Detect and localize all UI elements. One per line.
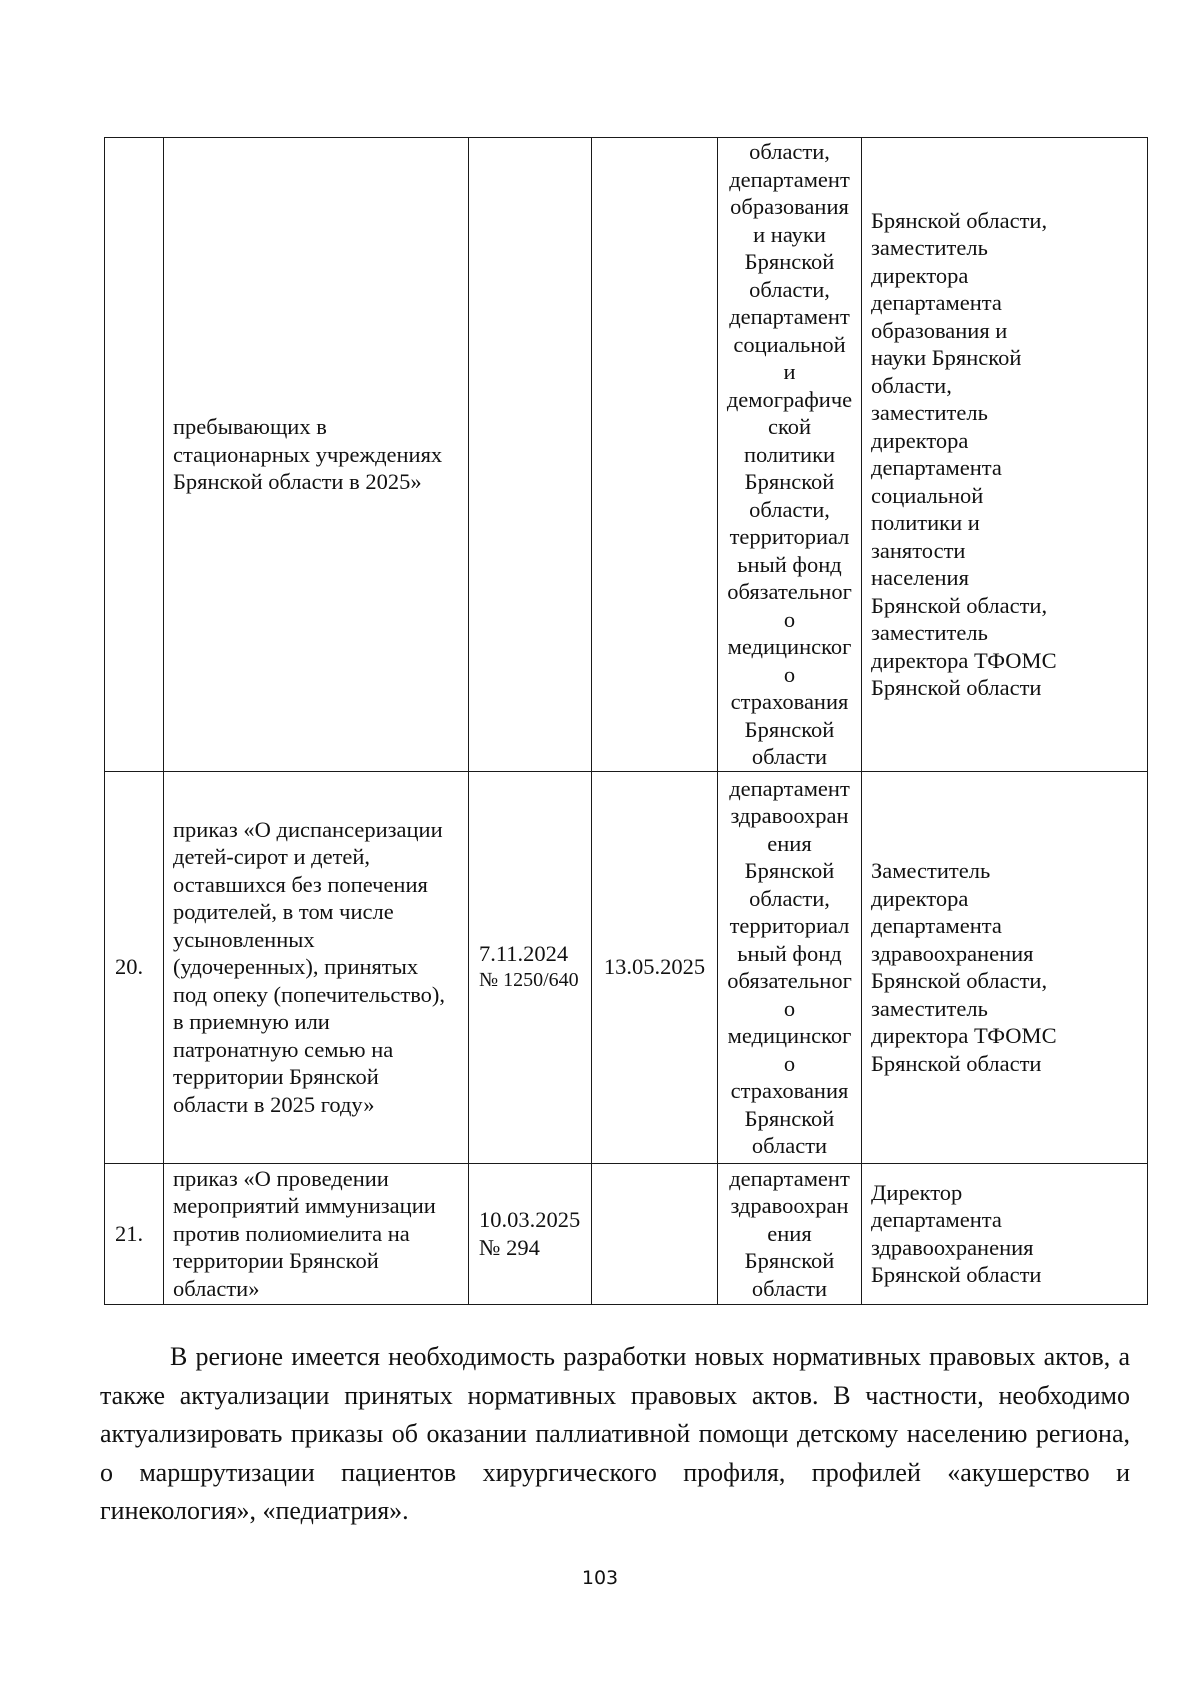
update-date: 13.05.2025 — [592, 771, 718, 1163]
table-row — [105, 138, 1148, 772]
document-title: приказ «О проведении мероприятий иммунизации против полиомиелита на территории Брянской области» — [164, 1163, 469, 1304]
update-date — [592, 1163, 718, 1304]
executors: департамент здравоохран ения Брянской области — [718, 1163, 862, 1304]
approval-date: 7.11.2024 № 1250/640 — [469, 771, 592, 1163]
table-row — [105, 1163, 1148, 1304]
executors: департамент здравоохран ения Брянской области, территориал ьный фонд обязательног о медицинског о страхования Брянской области — [718, 771, 862, 1163]
row-number: 21. — [105, 1163, 164, 1304]
regulations-table — [104, 137, 1148, 1305]
update-date — [592, 138, 718, 772]
responsible-persons: Заместитель директора департамента здравоохранения Брянской области, заместитель директора ТФОМС Брянской области — [862, 771, 1148, 1163]
approval-date — [469, 138, 592, 772]
body-paragraph: В регионе имеется необходимость разработки новых нормативных правовых актов, а также актуализации принятых нормативных правовых актов. В частности, необходимо актуализировать приказы об оказании паллиативной помощи детскому населению региона, о маршрутизации пациентов хирургического профиля, профилей «акушерство и гинекология», «педиатрия». — [100, 1342, 1130, 1525]
row-number: 20. — [105, 771, 164, 1163]
page-number: 103 — [581, 1567, 619, 1589]
table-row — [105, 771, 1148, 1163]
executors: области, департамент образования и науки Брянской области, департамент социальной и демографиче ской политики Брянской области, территориал ьный фонд обязательног о медицинског о страхования Брянской области — [718, 138, 862, 772]
document-title: пребывающих в стационарных учреждениях Брянской области в 2025» — [164, 138, 469, 772]
row-number — [105, 138, 164, 772]
document-title: приказ «О диспансеризации детей-сирот и детей, оставшихся без попечения родителей, в том числе усыновленных (удочеренных), принятых под опеку (попечительство), в приемную или патронатную семью на территории Брянской области в 2025 году» — [164, 771, 469, 1163]
responsible-persons: Директор департамента здравоохранения Брянской области — [862, 1163, 1148, 1304]
responsible-persons: Брянской области, заместитель директора департамента образования и науки Брянской области, заместитель директора департамента социальной политики и занятости населения Брянской области, заместитель директора ТФОМС Брянской области — [862, 138, 1148, 772]
approval-date: 10.03.2025 № 294 — [469, 1163, 592, 1304]
